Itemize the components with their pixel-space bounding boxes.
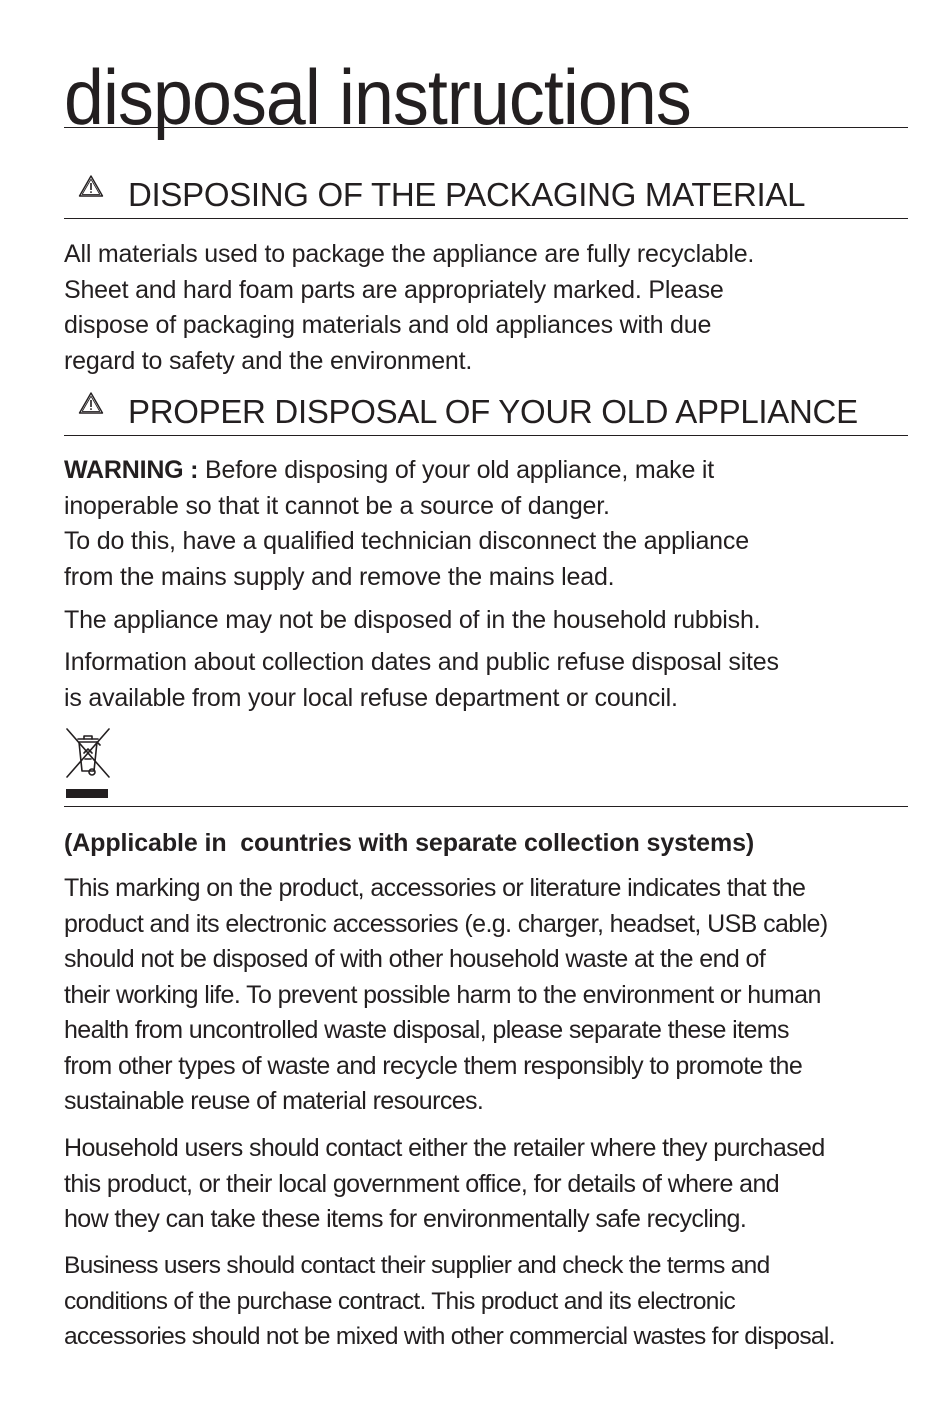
weee-marking-line: sustainable reuse of material resources. [64,1087,484,1115]
rubbish-line: The appliance may not be disposed of in the household rubbish. [64,606,761,634]
weee-marking-line: from other types of waste and recycle them responsibly to promote the [64,1051,803,1080]
warning-label: WARNING : [64,456,199,484]
weee-marking-line: product and its electronic accessories (e.g. charger, headset, USB cable) [64,909,828,938]
business-paragraph [64,1248,908,1355]
page-title [64,53,908,141]
packaging-body [64,237,908,379]
household-line: how they can take these items for environmentally safe recycling. [64,1205,747,1233]
warning-line: inoperable so that it cannot be a source of danger. [64,491,610,520]
packaging-body-line: regard to safety and the environment. [64,346,473,375]
info-line: Information about collection dates and public refuse disposal sites [64,648,779,676]
business-line: conditions of the purchase contract. This product and its electronic [64,1287,736,1315]
info-paragraph [64,645,908,716]
packaging-body-line: dispose of packaging materials and old appliances with due [64,311,712,339]
rubbish-paragraph [64,603,908,639]
packaging-heading-label: DISPOSING OF THE PACKAGING MATERIAL [128,176,806,213]
section-divider [64,806,908,807]
warning-line [64,453,908,489]
weee-marking-line: should not be disposed of with other household waste at the end of [64,945,766,973]
business-line: accessories should not be mixed with other commercial wastes for disposal. [64,1323,835,1350]
technician-line: from the mains supply and remove the mains lead. [64,562,615,591]
info-line: is available from your local refuse department or council. [64,683,678,712]
old-appliance-section-heading [64,391,908,436]
warning-paragraph [64,453,908,595]
weee-marking-line: health from uncontrolled waste disposal, please separate these items [64,1016,789,1044]
business-line: Business users should contact their supplier and check the terms and [64,1252,770,1279]
household-line: Household users should contact either the retailer where they purchased [64,1134,825,1162]
packaging-body-line: Sheet and hard foam parts are appropriately marked. Please [64,275,724,304]
packaging-body-line: All materials used to package the appliance are fully recyclable. [64,240,755,268]
warning-triangle-icon [78,391,104,415]
weee-marking-paragraph [64,871,908,1120]
household-paragraph [64,1131,908,1238]
technician-line: To do this, have a qualified technician disconnect the appliance [64,527,749,555]
weee-marking-line: their working life. To prevent possible harm to the environment or human [64,980,821,1009]
household-line: this product, or their local government office, for details of where and [64,1169,780,1198]
crossed-out-wheelie-bin-icon [64,727,112,801]
old-appliance-heading-label: PROPER DISPOSAL OF YOUR OLD APPLIANCE [128,393,858,430]
warning-text: Before disposing of your old appliance, make it [198,456,715,484]
packaging-section-heading [64,174,908,219]
page-title-text: disposal instructions [64,53,691,141]
weee-heading: (Applicable in countries with separate collection systems) [64,829,755,857]
warning-triangle-icon [78,174,104,198]
weee-marking-line: This marking on the product, accessories or literature indicates that the [64,874,806,902]
